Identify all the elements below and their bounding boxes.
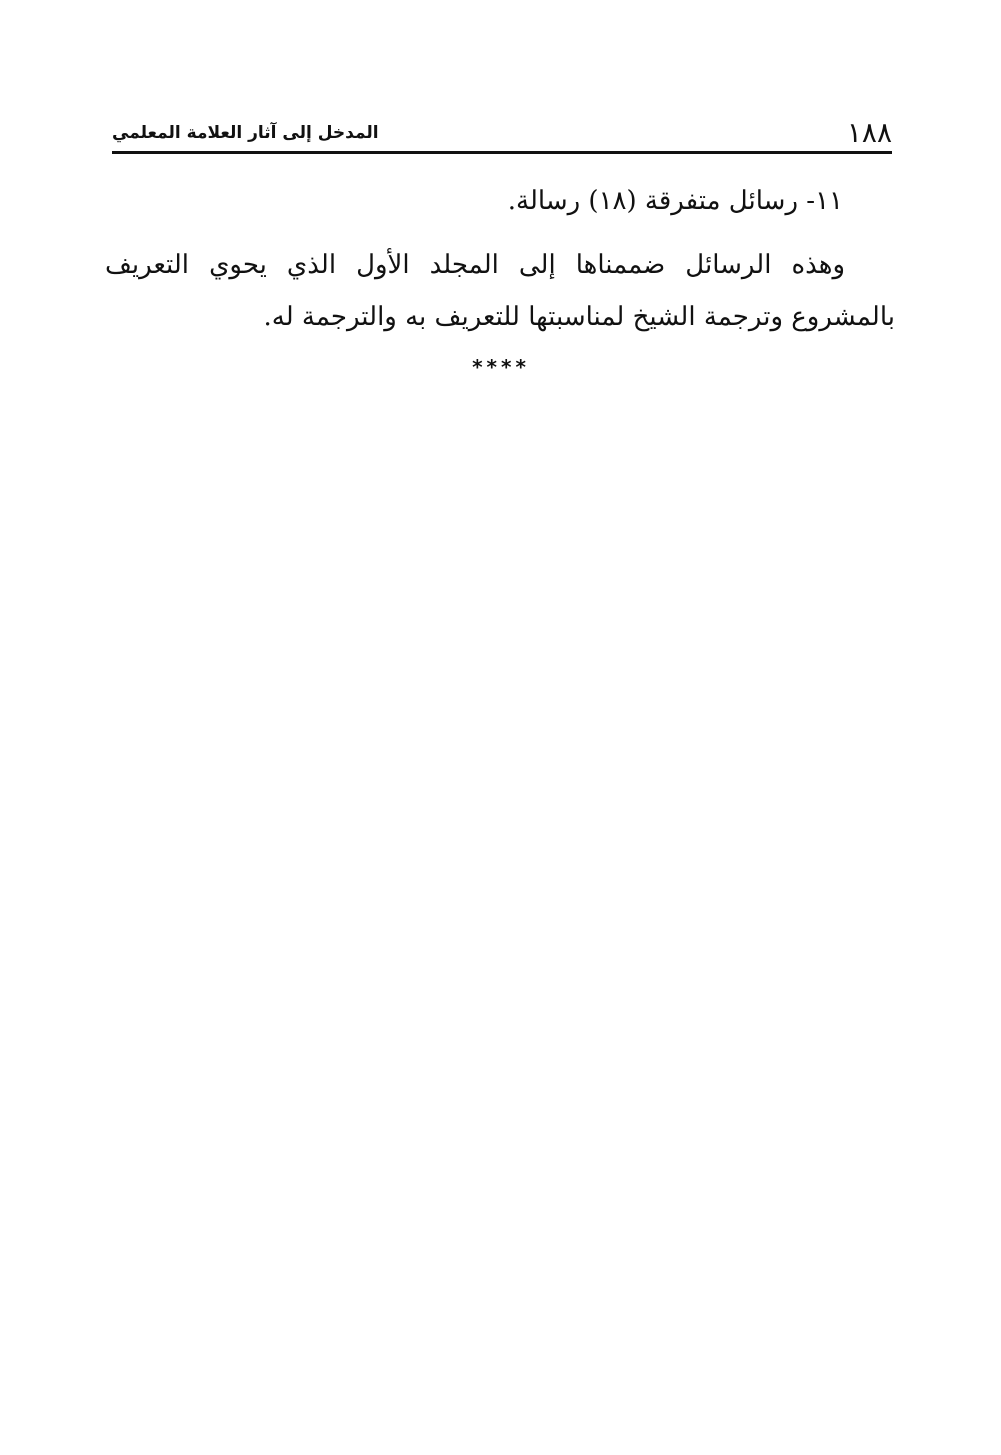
section-separator: **** — [472, 355, 530, 379]
header-divider — [112, 151, 892, 154]
list-item-11: ١١- رسائل متفرقة (١٨) رسالة. — [507, 186, 843, 216]
page-body — [105, 175, 895, 343]
page-number: ١٨٨ — [846, 116, 892, 149]
running-title: المدخل إلى آثار العلامة المعلمي — [112, 123, 379, 143]
page-header — [112, 118, 892, 152]
body-paragraph: وهذه الرسائل ضممناها إلى المجلد الأول الذي يحوي التعريف بالمشروع وترجمة الشيخ لمناسبتها للتعريف به والترجمة له. — [105, 250, 895, 332]
